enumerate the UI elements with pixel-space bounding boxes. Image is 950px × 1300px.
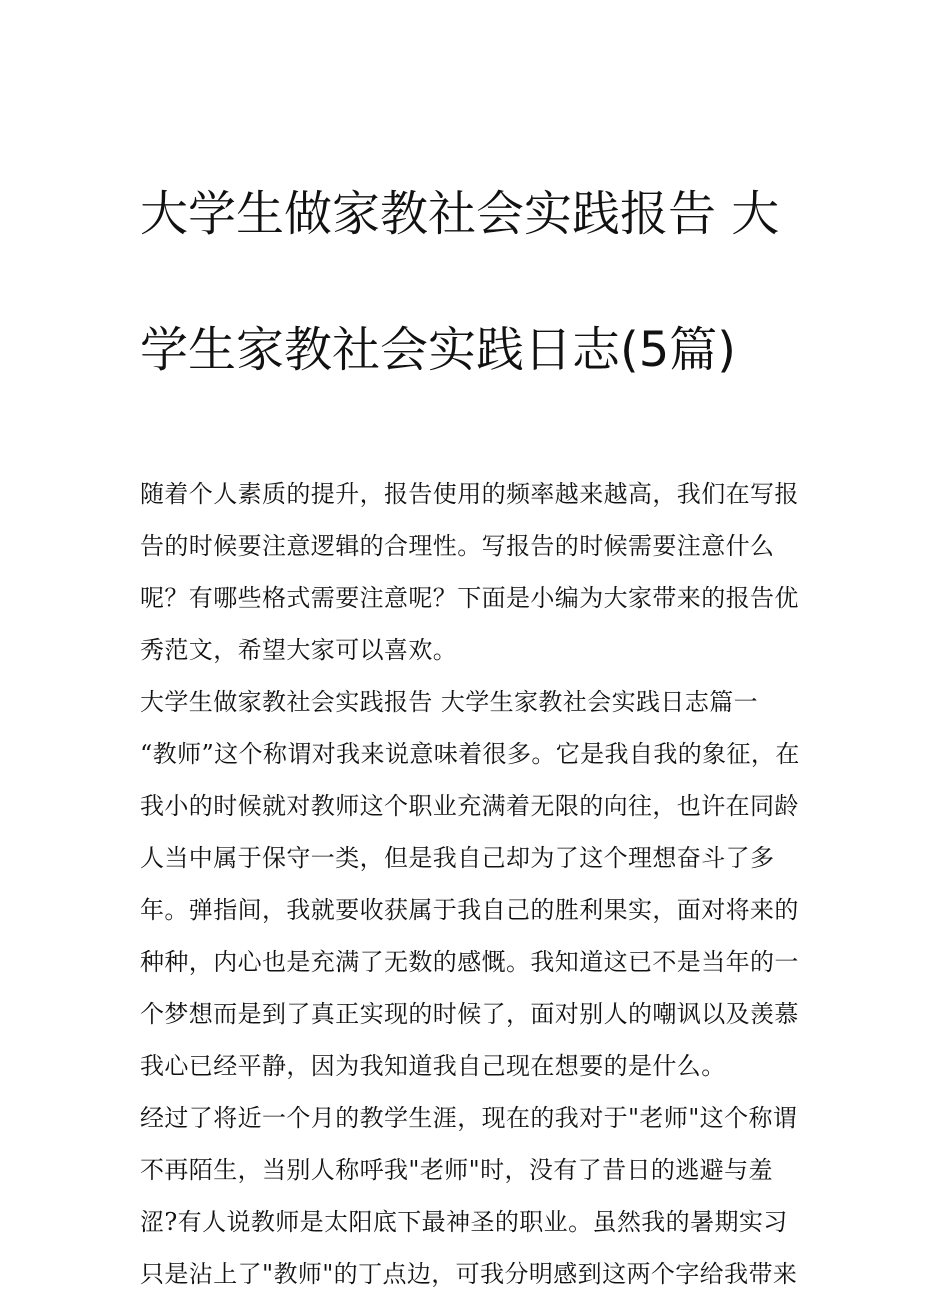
section-heading xyxy=(140,676,815,728)
body-paragraph xyxy=(140,1092,815,1300)
text-line: “教师”这个称谓对我来说意味着很多。它是我自我的象征，在 xyxy=(140,740,800,768)
text-line: 年。弹指间，我就要收获属于我自己的胜利果实，面对将来的 xyxy=(140,896,799,924)
text-line: 我小的时候就对教师这个职业充满着无限的向往，也许在同龄 xyxy=(140,792,799,820)
text-line: 涩?有人说教师是太阳底下最神圣的职业。虽然我的暑期实习 xyxy=(140,1208,788,1236)
document-title xyxy=(140,112,815,452)
document-page xyxy=(140,112,815,1300)
body-paragraph xyxy=(140,728,815,1092)
text-line: 我心已经平静，因为我知道我自己现在想要的是什么。 xyxy=(140,1052,726,1080)
title-line: 大学生做家教社会实践报告 大 xyxy=(140,186,780,242)
text-line: 只是沾上了"教师"的丁点边，可我分明感到这两个字给我带来 xyxy=(140,1260,798,1288)
document-body xyxy=(140,468,815,1300)
text-line: 大学生做家教社会实践报告 大学生家教社会实践日志篇一 xyxy=(140,688,759,716)
text-line: 秀范文，希望大家可以喜欢。 xyxy=(140,636,458,664)
intro-paragraph xyxy=(140,468,815,676)
text-line: 呢？有哪些格式需要注意呢？下面是小编为大家带来的报告优 xyxy=(140,584,799,612)
text-line: 种种，内心也是充满了无数的感慨。我知道这已不是当年的一 xyxy=(140,948,799,976)
title-line: 学生家教社会实践日志(5篇) xyxy=(140,322,736,378)
text-line: 人当中属于保守一类，但是我自己却为了这个理想奋斗了多 xyxy=(140,844,775,872)
text-line: 经过了将近一个月的教学生涯，现在的我对于"老师"这个称谓 xyxy=(140,1104,798,1132)
text-line: 告的时候要注意逻辑的合理性。写报告的时候需要注意什么 xyxy=(140,532,775,560)
text-line: 随着个人素质的提升，报告使用的频率越来越高，我们在写报 xyxy=(140,480,799,508)
text-line: 不再陌生，当别人称呼我"老师"时，没有了昔日的逃避与羞 xyxy=(140,1156,773,1184)
text-line: 个梦想而是到了真正实现的时候了，面对别人的嘲讽以及羡慕 xyxy=(140,1000,799,1028)
